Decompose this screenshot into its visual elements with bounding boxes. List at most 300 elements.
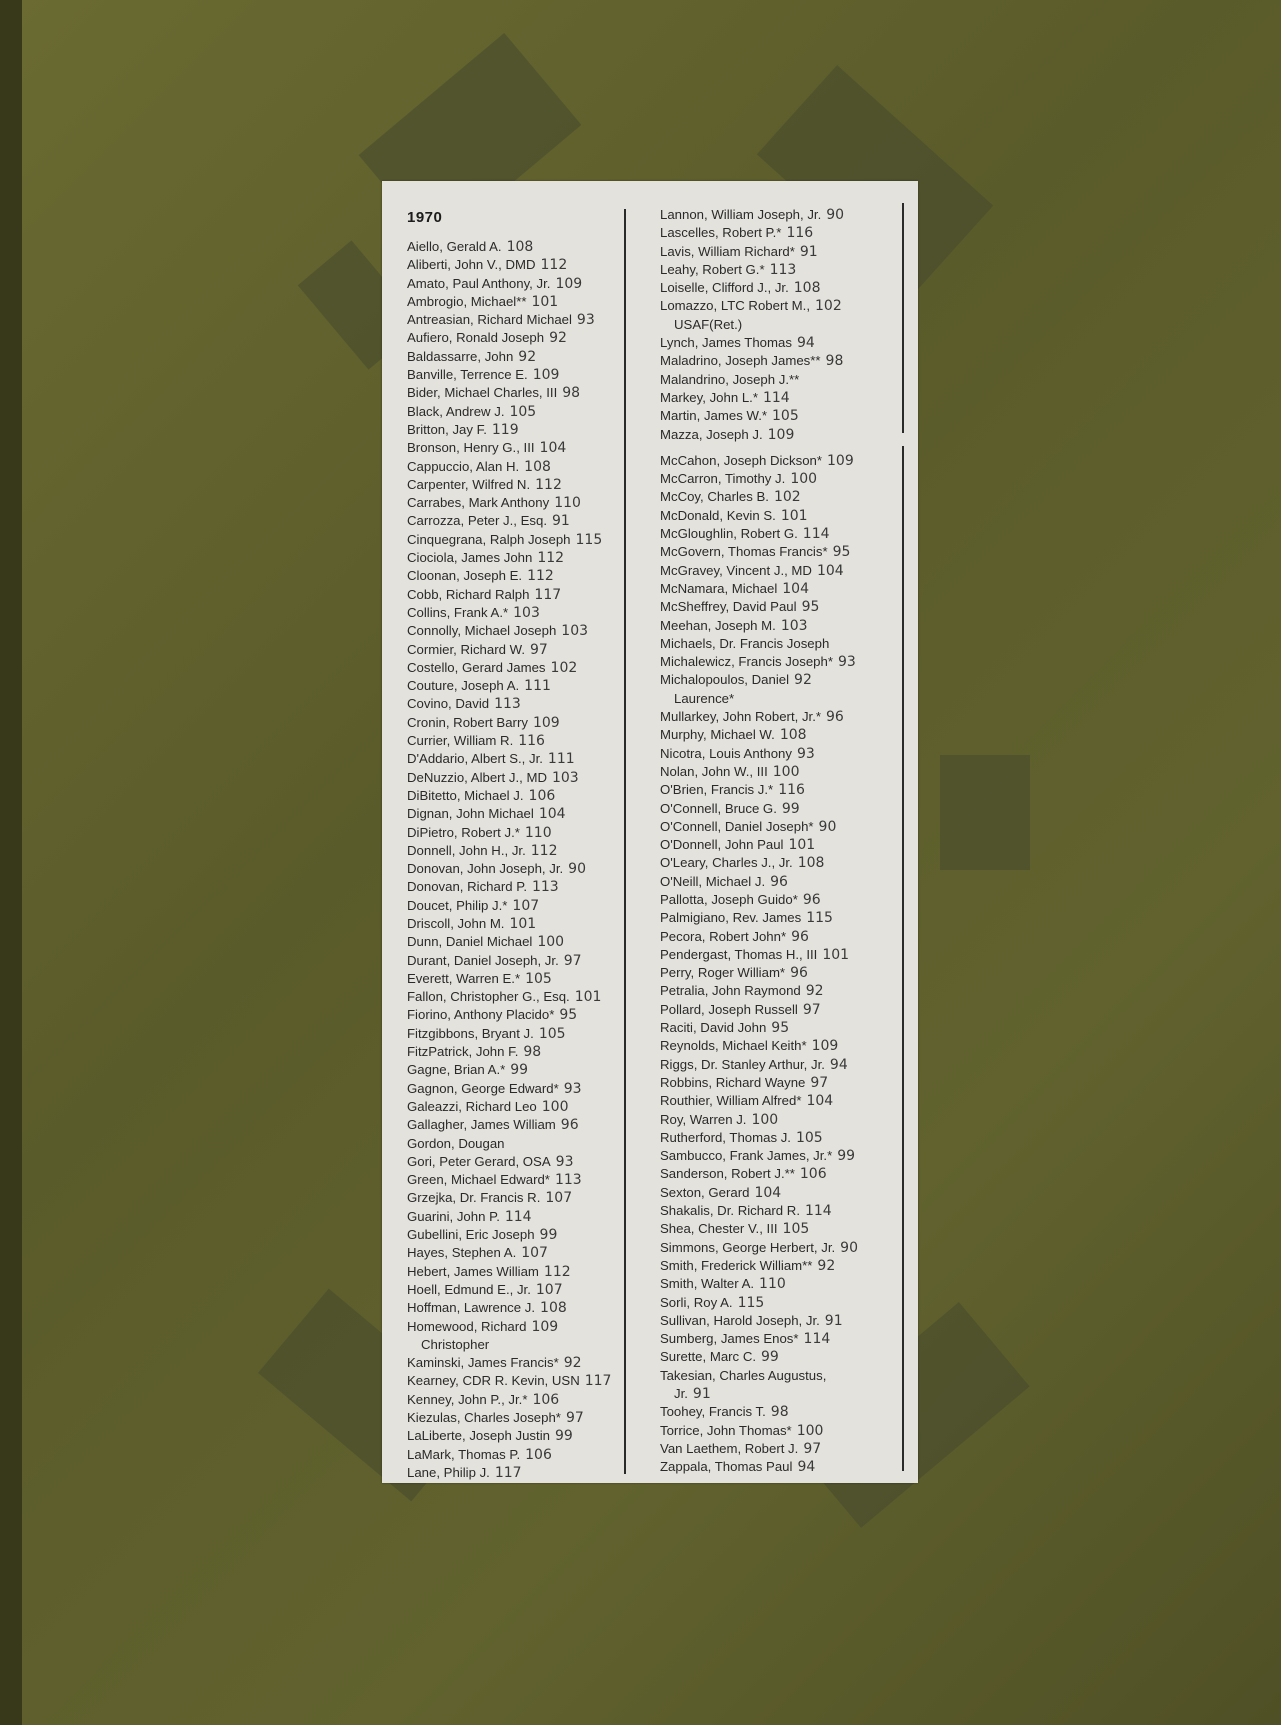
handwritten-page-number: 96: [790, 965, 808, 982]
handwritten-page-number: 112: [527, 568, 554, 585]
right-bottom-name-list: [660, 452, 910, 1477]
list-item: [407, 988, 647, 1006]
handwritten-page-number: 114: [762, 389, 790, 406]
list-item: [407, 494, 647, 512]
handwritten-page-number: 113: [554, 1172, 582, 1189]
alumni-name: Pollard, Joseph Russell: [660, 1001, 798, 1017]
handwritten-page-number: 105: [525, 970, 552, 987]
alumni-name: Petralia, John Raymond: [660, 983, 801, 999]
handwritten-page-number: 108: [779, 727, 807, 744]
handwritten-page-number: 91: [692, 1386, 711, 1402]
list-item: [660, 873, 910, 891]
list-item: [660, 982, 910, 1000]
list-item: [407, 1025, 647, 1043]
handwritten-page-number: 100: [772, 763, 800, 780]
alumni-name: Amato, Paul Anthony, Jr.: [407, 275, 551, 291]
list-item: [660, 745, 910, 763]
alumni-name: Fiorino, Anthony Placido*: [407, 1007, 555, 1023]
alumni-name: Mullarkey, John Robert, Jr.*: [660, 709, 821, 725]
alumni-name: O'Connell, Daniel Joseph*: [660, 818, 814, 834]
handwritten-page-number: 93: [837, 654, 856, 671]
handwritten-page-number: 105: [772, 408, 799, 425]
list-item: [660, 543, 910, 561]
handwritten-page-number: 116: [778, 782, 805, 799]
alumni-name: Michaels, Dr. Francis Joseph: [660, 635, 830, 651]
alumni-name: McGloughlin, Robert G.: [660, 526, 798, 542]
list-item: [660, 1129, 910, 1147]
handwritten-page-number: 93: [555, 1153, 574, 1170]
list-item: [660, 598, 910, 616]
handwritten-page-number: 95: [771, 1020, 790, 1037]
list-item: [407, 348, 647, 366]
list-item: [660, 946, 910, 964]
alumni-name: O'Leary, Charles J., Jr.: [660, 855, 793, 871]
alumni-name: Shakalis, Dr. Richard R.: [660, 1203, 800, 1219]
handwritten-page-number: 104: [782, 580, 809, 597]
list-item: [407, 933, 647, 951]
list-item: [407, 1263, 647, 1281]
handwritten-page-number: 101: [509, 915, 537, 932]
alumni-name: Laurence*: [674, 690, 735, 706]
alumni-name: Nolan, John W., III: [660, 763, 768, 779]
list-item: [660, 352, 910, 370]
alumni-name: Donovan, John Joseph, Jr.: [407, 861, 564, 877]
handwritten-page-number: 112: [543, 1263, 571, 1280]
list-item: [660, 690, 910, 708]
handwritten-page-number: 99: [510, 1062, 529, 1079]
list-item: [660, 426, 910, 444]
alumni-name: Aiello, Gerald A.: [407, 239, 502, 254]
alumni-name: Fitzgibbons, Bryant J.: [407, 1025, 534, 1041]
list-item: [660, 407, 910, 425]
list-item: [407, 476, 647, 494]
list-item: [407, 1135, 647, 1153]
handwritten-page-number: 115: [737, 1294, 765, 1311]
alumni-name: Roy, Warren J.: [660, 1111, 747, 1127]
handwritten-page-number: 113: [494, 696, 521, 713]
list-item: [660, 836, 910, 854]
handwritten-page-number: 117: [534, 586, 562, 603]
handwritten-page-number: 119: [491, 421, 519, 438]
alumni-name: Takesian, Charles Augustus,: [660, 1367, 827, 1383]
alumni-name: O'Neill, Michael J.: [660, 873, 766, 889]
handwritten-page-number: 106: [799, 1166, 827, 1183]
handwritten-page-number: 105: [782, 1221, 810, 1238]
list-item: [660, 488, 910, 506]
alumni-name: DeNuzzio, Albert J., MD: [407, 769, 547, 785]
alumni-name: Connolly, Michael Joseph: [407, 623, 557, 639]
alumni-name: Cappuccio, Alan H.: [407, 458, 520, 474]
handwritten-page-number: 90: [568, 861, 586, 878]
alumni-name: Robbins, Richard Wayne: [660, 1074, 806, 1090]
list-item: [407, 1043, 647, 1061]
handwritten-page-number: 112: [540, 257, 568, 274]
alumni-name: Britton, Jay F.: [407, 421, 487, 437]
handwritten-page-number: 92: [805, 983, 824, 1000]
list-item: [407, 586, 647, 604]
list-item: [407, 1171, 647, 1189]
list-item: [407, 824, 647, 842]
list-item: [407, 256, 647, 274]
list-item: [407, 567, 647, 585]
list-item: [660, 316, 910, 334]
handwritten-page-number: 103: [513, 604, 540, 621]
alumni-name: Gordon, Dougan: [407, 1135, 505, 1151]
alumni-name: Van Laethem, Robert J.: [660, 1440, 799, 1456]
alumni-name: McCarron, Timothy J.: [660, 471, 786, 487]
list-item: [407, 439, 647, 457]
alumni-name: Kearney, CDR R. Kevin, USN: [407, 1373, 580, 1389]
list-item: [407, 805, 647, 823]
handwritten-page-number: 106: [532, 1391, 560, 1408]
alumni-name: McDonald, Kevin S.: [660, 507, 776, 523]
handwritten-page-number: 114: [804, 1203, 832, 1220]
alumni-name: USAF(Ret.): [674, 316, 743, 332]
alumni-name: Black, Andrew J.: [407, 403, 505, 419]
list-item: [660, 1330, 910, 1348]
alumni-name: Gubellini, Eric Joseph: [407, 1227, 535, 1243]
alumni-name: Sanderson, Robert J.**: [660, 1166, 795, 1182]
list-item: [660, 671, 910, 689]
handwritten-page-number: 105: [538, 1025, 566, 1042]
alumni-name: Carpenter, Wilfred N.: [407, 476, 531, 492]
handwritten-page-number: 115: [575, 531, 603, 548]
right-column: [660, 206, 910, 1476]
alumni-name: Baldassarre, John: [407, 348, 514, 364]
alumni-name: Costello, Gerard James: [407, 659, 546, 675]
list-item: [407, 641, 647, 659]
alumni-name: Lomazzo, LTC Robert M.,: [660, 298, 810, 314]
column-rule-right-top: [902, 203, 904, 433]
handwritten-page-number: 91: [799, 243, 818, 260]
list-item: [660, 1440, 910, 1458]
handwritten-page-number: 96: [560, 1117, 579, 1134]
alumni-name: Surette, Marc C.: [660, 1349, 757, 1365]
alumni-name: Palmigiano, Rev. James: [660, 910, 802, 926]
alumni-name: Gagne, Brian A.*: [407, 1062, 506, 1078]
alumni-name: Sambucco, Frank James, Jr.*: [660, 1148, 833, 1164]
list-item: [660, 708, 910, 726]
list-item: [660, 635, 910, 653]
left-name-list: [407, 238, 647, 1482]
handwritten-page-number: 99: [539, 1227, 558, 1244]
list-item: [660, 617, 910, 635]
alumni-name: Markey, John L.*: [660, 389, 758, 405]
handwritten-page-number: 111: [524, 678, 551, 695]
handwritten-page-number: 117: [494, 1464, 522, 1481]
handwritten-page-number: 104: [806, 1093, 834, 1110]
list-item: [660, 224, 910, 242]
alumni-name: Leahy, Robert G.*: [660, 261, 765, 277]
alumni-name: Currier, William R.: [407, 733, 514, 749]
alumni-name: McGravey, Vincent J., MD: [660, 562, 812, 578]
handwritten-page-number: 108: [506, 239, 534, 255]
alumni-name: Cormier, Richard W.: [407, 641, 525, 657]
list-item: [660, 653, 910, 671]
alumni-name: Banville, Terrence E.: [407, 367, 528, 383]
list-item: [407, 750, 647, 768]
alumni-name: Zappala, Thomas Paul: [660, 1459, 793, 1475]
handwritten-page-number: 93: [576, 312, 595, 329]
list-item: [660, 470, 910, 488]
handwritten-page-number: 106: [525, 1446, 552, 1463]
alumni-name: Torrice, John Thomas*: [660, 1422, 792, 1438]
handwritten-page-number: 94: [797, 1459, 816, 1476]
alumni-name: Maladrino, Joseph James**: [660, 353, 821, 369]
alumni-name: McSheffrey, David Paul: [660, 599, 797, 615]
list-item: [660, 1257, 910, 1275]
handwritten-page-number: 90: [826, 207, 845, 223]
list-item: [660, 389, 910, 407]
handwritten-page-number: 112: [535, 476, 562, 493]
list-item: [407, 897, 647, 915]
handwritten-page-number: 102: [773, 489, 801, 506]
handwritten-page-number: 99: [554, 1428, 573, 1445]
handwritten-page-number: 90: [840, 1239, 858, 1256]
list-item: [660, 1019, 910, 1037]
list-item: [660, 1001, 910, 1019]
handwritten-page-number: 97: [803, 1440, 822, 1457]
list-item: [660, 800, 910, 818]
list-item: [660, 507, 910, 525]
handwritten-page-number: 105: [795, 1129, 823, 1146]
list-item: [660, 1074, 910, 1092]
list-item: [407, 403, 647, 421]
handwritten-page-number: 103: [551, 769, 579, 786]
alumni-name: Bronson, Henry G., III: [407, 440, 535, 456]
alumni-name: Pecora, Robert John*: [660, 928, 787, 944]
alumni-name: Mazza, Joseph J.: [660, 426, 763, 442]
alumni-name: Loiselle, Clifford J., Jr.: [660, 280, 789, 296]
alumni-name: Bider, Michael Charles, III: [407, 385, 558, 401]
list-item: [660, 1458, 910, 1476]
handwritten-page-number: 111: [547, 751, 575, 768]
alumni-name: Lynch, James Thomas: [660, 335, 792, 351]
left-column: [407, 209, 647, 1482]
alumni-name: Christopher: [421, 1336, 490, 1352]
right-top-name-list: [660, 206, 910, 444]
list-item: [660, 279, 910, 297]
handwritten-page-number: 100: [790, 471, 818, 488]
alumni-name: Couture, Joseph A.: [407, 678, 520, 694]
alumni-name: Cloonan, Joseph E.: [407, 568, 523, 584]
list-item: [660, 206, 910, 224]
alumni-name: Sullivan, Harold Joseph, Jr.: [660, 1312, 820, 1328]
handwritten-page-number: 106: [528, 787, 556, 804]
list-item: [407, 1061, 647, 1079]
handwritten-page-number: 101: [780, 507, 808, 524]
handwritten-page-number: 109: [532, 367, 560, 384]
handwritten-page-number: 92: [794, 672, 812, 689]
alumni-name: Rutherford, Thomas J.: [660, 1129, 791, 1145]
alumni-name: Carrozza, Peter J., Esq.: [407, 513, 547, 529]
list-item: [407, 1208, 647, 1226]
alumni-name: Gallagher, James William: [407, 1117, 556, 1133]
list-item: [407, 695, 647, 713]
alumni-name: Lane, Philip J.: [407, 1464, 490, 1480]
list-item: [407, 1372, 647, 1390]
alumni-name: Fallon, Christopher G., Esq.: [407, 989, 570, 1005]
list-item: [660, 562, 910, 580]
list-item: [660, 1348, 910, 1366]
list-item: [660, 580, 910, 598]
alumni-name: Lannon, William Joseph, Jr.: [660, 207, 822, 222]
alumni-name: Covino, David: [407, 696, 490, 712]
list-item: [660, 1239, 910, 1257]
handwritten-page-number: 112: [530, 842, 558, 859]
handwritten-page-number: 91: [551, 513, 570, 530]
alumni-name: Aliberti, John V., DMD: [407, 257, 536, 273]
list-item: [407, 549, 647, 567]
alumni-name: Murphy, Michael W.: [660, 727, 775, 743]
list-item: [407, 659, 647, 677]
alumni-name: McGovern, Thomas Francis*: [660, 544, 828, 560]
list-item: [660, 1294, 910, 1312]
handwritten-page-number: 101: [822, 946, 850, 963]
handwritten-page-number: 97: [565, 1410, 584, 1426]
handwritten-page-number: 108: [540, 1300, 567, 1317]
list-item: [660, 452, 910, 470]
handwritten-page-number: 98: [523, 1044, 542, 1061]
list-item: [407, 421, 647, 439]
handwritten-page-number: 96: [826, 709, 844, 726]
alumni-name: Pallotta, Joseph Guido*: [660, 891, 798, 907]
list-item: [407, 1281, 647, 1299]
list-item: [660, 1312, 910, 1330]
alumni-name: Nicotra, Louis Anthony: [660, 745, 792, 761]
alumni-name: Ambrogio, Michael**: [407, 293, 527, 309]
alumni-name: Green, Michael Edward*: [407, 1172, 550, 1188]
handwritten-page-number: 96: [802, 891, 821, 908]
alumni-name: Smith, Walter A.: [660, 1276, 755, 1292]
handwritten-page-number: 113: [769, 261, 797, 278]
handwritten-page-number: 109: [531, 1318, 559, 1335]
list-item: [660, 334, 910, 352]
list-item: [407, 1006, 647, 1024]
list-item: [660, 891, 910, 909]
list-item: [660, 909, 910, 927]
handwritten-page-number: 94: [796, 335, 815, 352]
list-item: [407, 1116, 647, 1134]
list-item: [407, 1226, 647, 1244]
list-item: [660, 261, 910, 279]
handwritten-page-number: 103: [780, 617, 808, 634]
handwritten-page-number: 92: [563, 1355, 582, 1372]
clipped-list-sheet: [382, 181, 918, 1483]
list-item: [660, 1275, 910, 1293]
alumni-name: Toohey, Francis T.: [660, 1404, 766, 1420]
list-item: [407, 1354, 647, 1372]
alumni-name: Carrabes, Mark Anthony: [407, 495, 550, 511]
list-item: [660, 763, 910, 781]
alumni-name: Perry, Roger William*: [660, 965, 786, 981]
list-item: [660, 818, 910, 836]
list-item: [660, 1403, 910, 1421]
alumni-name: Donnell, John H., Jr.: [407, 842, 526, 858]
list-item: [407, 311, 647, 329]
list-item: [660, 243, 910, 261]
list-item: [660, 371, 910, 389]
handwritten-page-number: 102: [550, 659, 578, 676]
alumni-name: Michalopoulos, Daniel: [660, 672, 790, 688]
list-item: [660, 781, 910, 799]
handwritten-page-number: 95: [801, 599, 820, 616]
alumni-name: Hoell, Edmund E., Jr.: [407, 1281, 531, 1297]
alumni-name: O'Connell, Bruce G.: [660, 800, 777, 816]
alumni-name: Durant, Daniel Joseph, Jr.: [407, 952, 559, 968]
alumni-name: Reynolds, Michael Keith*: [660, 1038, 807, 1054]
handwritten-page-number: 95: [559, 1007, 578, 1024]
handwritten-page-number: 107: [512, 897, 540, 914]
alumni-name: Sumberg, James Enos*: [660, 1331, 799, 1347]
handwritten-page-number: 108: [797, 855, 825, 872]
handwritten-page-number: 104: [754, 1184, 782, 1201]
list-item: [407, 622, 647, 640]
alumni-name: Guarini, John P.: [407, 1208, 500, 1224]
list-item: [407, 1336, 647, 1354]
handwritten-page-number: 92: [817, 1257, 836, 1274]
list-item: [407, 1189, 647, 1207]
handwritten-page-number: 94: [829, 1056, 848, 1073]
handwritten-page-number: 98: [562, 385, 581, 402]
handwritten-page-number: 101: [531, 293, 559, 310]
handwritten-page-number: 97: [802, 1001, 821, 1018]
list-item: [407, 512, 647, 530]
alumni-name: Cinquegrana, Ralph Joseph: [407, 531, 571, 547]
handwritten-page-number: 109: [827, 452, 854, 469]
handwritten-page-number: 113: [531, 879, 559, 896]
alumni-name: Everett, Warren E.*: [407, 970, 521, 986]
list-item: [407, 238, 647, 256]
alumni-name: Pendergast, Thomas H., III: [660, 946, 818, 962]
alumni-name: DiPietro, Robert J.*: [407, 824, 520, 840]
list-item: [407, 604, 647, 622]
handwritten-page-number: 108: [793, 280, 821, 297]
list-item: [407, 1098, 647, 1116]
list-item: [660, 1367, 910, 1385]
handwritten-page-number: 91: [824, 1312, 843, 1329]
column-rule-left: [624, 209, 626, 1474]
handwritten-page-number: 90: [818, 818, 837, 835]
alumni-name: Dignan, John Michael: [407, 806, 534, 822]
handwritten-page-number: 109: [532, 714, 560, 731]
handwritten-page-number: 112: [537, 550, 565, 567]
list-item: [407, 1446, 647, 1464]
handwritten-page-number: 96: [770, 873, 788, 890]
handwritten-page-number: 99: [781, 800, 800, 817]
handwritten-page-number: 100: [541, 1098, 569, 1115]
list-item: [407, 860, 647, 878]
handwritten-page-number: 109: [767, 426, 795, 443]
handwritten-page-number: 92: [518, 348, 537, 365]
handwritten-page-number: 114: [504, 1208, 532, 1225]
list-item: [407, 384, 647, 402]
list-item: [660, 1056, 910, 1074]
handwritten-page-number: 107: [545, 1190, 573, 1207]
handwritten-page-number: 104: [539, 440, 567, 457]
alumni-name: Kiezulas, Charles Joseph*: [407, 1410, 561, 1425]
handwritten-page-number: 104: [816, 562, 844, 579]
alumni-name: Driscoll, John M.: [407, 915, 505, 931]
alumni-name: Kaminski, James Francis*: [407, 1355, 559, 1371]
list-item: [660, 1220, 910, 1238]
alumni-name: Sorli, Roy A.: [660, 1294, 733, 1310]
handwritten-page-number: 109: [555, 275, 583, 292]
handwritten-page-number: 97: [810, 1074, 829, 1091]
handwritten-page-number: 115: [806, 910, 833, 927]
alumni-name: Michalewicz, Francis Joseph*: [660, 654, 833, 670]
handwritten-page-number: 102: [815, 298, 842, 315]
